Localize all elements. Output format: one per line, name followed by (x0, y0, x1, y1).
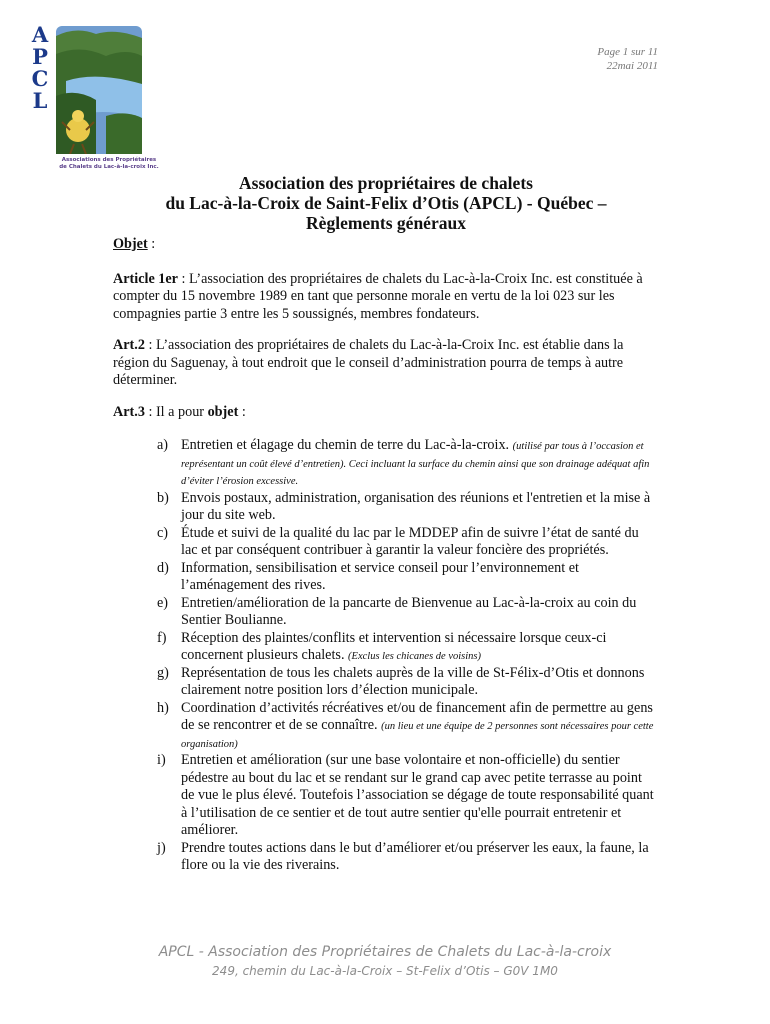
logo-letter: C (31, 66, 49, 91)
logo-letters (26, 24, 54, 112)
objet-list (113, 437, 658, 875)
list-item: g) Représentation de tous les chalets auprès de la ville de St-Félix-d’Otis et donnons clairement notre position lors d’élection municipale. (157, 664, 645, 698)
list-item: c) Étude et suivi de la qualité du lac par le MDDEP afin de suivre l’état de santé du lac et par conséquent contribuer à garantir la valeur foncière des propriétés. (157, 524, 639, 558)
article-2: Art.2 : L’association des propriétaires de chalets du Lac-à-la-Croix Inc. est établie dans la région du Saguenay, à tout endroit que le conseil d’administration pourra de temps à autre déterminer. (113, 337, 624, 388)
list-item: d) Information, sensibilisation et service conseil pour l’environnement et l’aménagement des rives. (157, 559, 579, 593)
document-body (113, 236, 658, 875)
logo-letter: A (31, 22, 49, 47)
list-item: j) Prendre toutes actions dans le but d’améliorer et/ou préserver les eaux, la faune, la flore ou la vie des riverains. (157, 839, 649, 873)
list-item: h) Coordination d’activités récréatives et/ou de financement afin de permettre au gens de se rencontrer et de se connaître. (un lieu et une équipe de 2 personnes sont nécessaires pour cette organisation) (157, 699, 654, 750)
list-item: a) Entretien et élagage du chemin de terre du Lac-à-la-croix. (utilisé par tous à l’occasion et représentant un coût élevé d’entretien). Ceci incluant la surface du chemin ainsi que son drainage adéquat afin d’éviter l’érosion excessive. (157, 437, 650, 487)
logo-caption: Associations des Propriétaires de Chalets du Lac-à-la-croix Inc. (59, 157, 159, 170)
document-date: 22mai 2011 (606, 60, 658, 72)
list-item: f) Réception des plaintes/conflits et intervention si nécessaire lorsque ceux-ci concernent plusieurs chalets. (Exclus les chicanes de voisins) (157, 629, 607, 663)
lake-landscape-illustration (56, 26, 142, 154)
title-line: du Lac-à-la-Croix de Saint-Felix d’Otis (APCL) - Québec – (165, 193, 607, 213)
footer-address: 249, chemin du Lac-à-la-Croix – St-Felix d’Otis – G0V 1M0 (212, 964, 558, 978)
page-number: Page 1 sur 11 (597, 46, 658, 58)
page-footer (0, 942, 770, 980)
list-item: e) Entretien/amélioration de la pancarte de Bienvenue au Lac-à-la-croix au coin du Sentier Boulianne. (157, 594, 637, 628)
article-label: Article 1er (113, 270, 178, 287)
article-1: Article 1er : L’association des propriétaires de chalets du Lac-à-la-Croix Inc. est constituée à compter du 15 novembre 1989 en tant que personne morale en vertu de la loi 023 sur les compagnies partie 3 entre les 5 soussignés, membres fondateurs. (113, 270, 643, 322)
list-item: b) Envois postaux, administration, organisation des réunions et l'entretien et la mise à jour du site web. (157, 489, 651, 523)
footer-association-name: APCL - Association des Propriétaires de Chalets du Lac-à-la-croix (158, 944, 612, 960)
list-item: i) Entretien et amélioration (sur une base volontaire et non-officielle) du sentier pédestre au bout du lac et se rendant sur le grand cap avec petite terrasse au point de vue le plus élevé. Toutefois l’association se dégage de toute responsabilité quant à l’utilisation de ce sentier et de tout autre sentier qu'elle pourrait entretenir et améliorer. (157, 752, 654, 838)
objet-heading: Objet : (113, 236, 156, 252)
article-label: Art.2 (113, 337, 145, 353)
logo-letter: L (32, 88, 48, 113)
logo-letter: P (32, 44, 48, 69)
apcl-logo (26, 22, 159, 170)
article-3: Art.3 : Il a pour objet : (113, 403, 246, 420)
article-label: Art.3 (113, 403, 145, 420)
document-title (110, 173, 662, 233)
page-meta (597, 45, 658, 73)
title-line: Association des propriétaires de chalets (239, 173, 533, 193)
title-line: Règlements généraux (306, 213, 466, 233)
